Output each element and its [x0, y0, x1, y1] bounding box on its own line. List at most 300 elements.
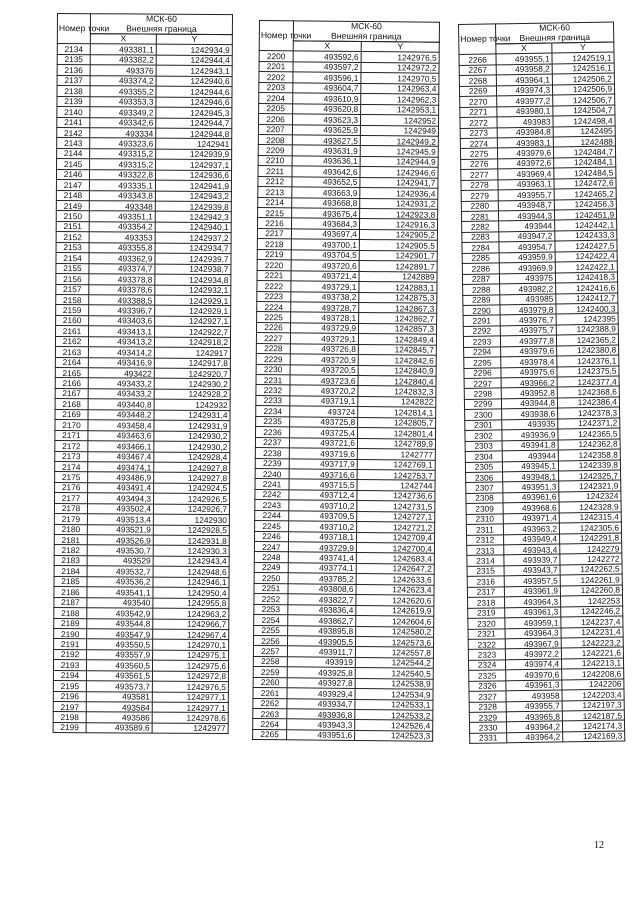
point-number-cell: 2308: [466, 493, 503, 504]
point-number-cell: 2316: [467, 576, 504, 587]
table-row: [53, 722, 228, 734]
point-number-cell: 2268: [459, 75, 496, 86]
y-coordinate-cell: 1242291,8: [560, 533, 622, 544]
y-coordinate-cell: 1242700,4: [356, 542, 434, 553]
y-coordinate-cell: 1242506,2: [552, 73, 614, 84]
x-coordinate-cell: 493943,7: [504, 565, 560, 576]
y-coordinate-cell: 1242305,6: [559, 522, 621, 533]
y-coordinate-cell: 1242253: [560, 595, 622, 606]
y-coordinate-cell: 1242246,2: [561, 606, 623, 617]
x-coordinate-cell: 493353,3: [90, 96, 156, 107]
y-coordinate-cell: 1242279: [560, 543, 622, 554]
x-coordinate-cell: 493726,8: [290, 344, 358, 355]
point-number-cell: 2300: [465, 409, 502, 420]
point-number-cell: 2246: [254, 531, 288, 542]
x-coordinate-cell: 493631,9: [292, 145, 360, 156]
point-number-cell: 2171: [55, 430, 88, 441]
y-coordinate-cell: 1242805,7: [358, 417, 436, 428]
point-number-cell: 2250: [254, 573, 288, 584]
x-coordinate-cell: 493974,3: [496, 85, 552, 96]
point-number-cell: 2197: [53, 701, 86, 712]
x-coordinate-cell: 493979,8: [500, 304, 556, 315]
y-coordinate-cell: 1242328,9: [559, 501, 621, 512]
y-coordinate-cell: 1242534,9: [355, 689, 433, 700]
y-coordinate-cell: 1242941: [156, 138, 232, 149]
x-coordinate-cell: 493971,4: [503, 513, 559, 524]
y-coordinate-cell: 1242519,1: [552, 52, 614, 63]
point-number-cell: 2226: [256, 322, 290, 333]
y-coordinate-cell: 1242260,8: [560, 585, 622, 596]
table-row: [470, 731, 625, 744]
y-coordinate-cell: 1242418,3: [555, 272, 617, 283]
x-coordinate-cell: 493642,6: [292, 166, 360, 177]
x-coordinate-cell: 493951,6: [287, 730, 355, 741]
x-coordinate-cell: 493466,1: [88, 441, 154, 452]
x-coordinate-cell: 493376: [90, 65, 156, 76]
x-coordinate-cell: 493604,7: [293, 83, 361, 94]
point-number-cell: 2284: [462, 242, 499, 253]
x-coordinate-cell: 493984,8: [497, 127, 553, 138]
point-number-cell: 2245: [255, 521, 289, 532]
point-number-cell: 2238: [255, 448, 289, 459]
x-coordinate-cell: 493955,1: [496, 53, 552, 64]
point-number-cell: 2243: [255, 500, 289, 511]
x-coordinate-cell: 493627,5: [292, 135, 360, 146]
y-coordinate-cell: 1242950,4: [153, 587, 229, 598]
x-coordinate-cell: 493322,8: [89, 169, 155, 180]
y-coordinate-cell: 1242388,9: [556, 324, 618, 335]
y-coordinate-cell: 1242324: [559, 491, 621, 502]
y-coordinate-cell: 1242769,1: [357, 459, 435, 470]
y-coordinate-cell: 1242849,4: [358, 334, 436, 345]
y-coordinate-cell: 1242840,4: [358, 375, 436, 386]
y-coordinate-cell: 1242261,9: [560, 574, 622, 585]
y-coordinate-cell: 1242929,1: [155, 295, 231, 306]
x-coordinate-cell: 493936,9: [502, 429, 558, 440]
x-coordinate-cell: 493967,9: [505, 638, 561, 649]
x-coordinate-cell: 493718,1: [288, 531, 356, 542]
x-coordinate-cell: 493961,3: [505, 607, 561, 618]
x-coordinate-cell: 493977,2: [497, 95, 553, 106]
x-coordinate-cell: 493349,2: [90, 107, 156, 118]
point-number-cell: 2283: [462, 232, 499, 243]
x-coordinate-cell: 493965,8: [506, 711, 562, 722]
x-coordinate-cell: 493970,6: [506, 669, 562, 680]
point-number-cell: 2262: [253, 698, 287, 709]
y-coordinate-cell: 1242918,2: [154, 337, 230, 348]
y-coordinate-cell: 1242523,3: [355, 730, 433, 741]
point-number-cell: 2180: [54, 524, 87, 535]
y-coordinate-cell: 1242917,8: [154, 358, 230, 369]
x-coordinate-cell: 493919: [287, 657, 355, 668]
y-coordinate-cell: 1242516,1: [552, 63, 614, 74]
y-coordinate-cell: 1242315,4: [559, 512, 621, 523]
x-coordinate-cell: 493684,3: [291, 218, 359, 229]
y-coordinate-cell: 1242203,4: [562, 689, 624, 700]
y-coordinate-cell: 1242953,1: [361, 104, 439, 115]
x-coordinate-cell: 493596,1: [293, 72, 361, 83]
x-coordinate-cell: 493943,4: [504, 544, 560, 555]
x-coordinate-cell: 493494,3: [88, 493, 154, 504]
x-coordinate-cell: 493721,6: [289, 437, 357, 448]
point-number-cell: 2259: [253, 667, 287, 678]
point-number-cell: 2181: [54, 534, 87, 545]
y-coordinate-cell: 1242721,2: [357, 522, 435, 533]
x-coordinate-cell: 493728,7: [291, 302, 359, 313]
point-number-cell: 2319: [468, 607, 505, 618]
header-point-number: Номер точки: [459, 24, 496, 55]
y-coordinate-cell: 1242978,6: [152, 713, 228, 724]
x-coordinate-cell: 493709,5: [289, 510, 357, 521]
y-coordinate-cell: 1242934,7: [155, 243, 231, 254]
x-coordinate-cell: 493938,6: [502, 408, 558, 419]
point-number-cell: 2320: [468, 618, 505, 629]
y-coordinate-cell: 1242929,1: [155, 305, 231, 316]
x-coordinate-cell: 493573,7: [86, 681, 152, 692]
y-coordinate-cell: 1242736,6: [357, 490, 435, 501]
point-number-cell: 2277: [461, 169, 498, 180]
page-number: 12: [594, 840, 604, 851]
header-x: X: [293, 41, 361, 52]
x-coordinate-cell: 493668,8: [292, 197, 360, 208]
point-number-cell: 2257: [253, 646, 287, 657]
y-coordinate-cell: 1242647,2: [356, 563, 434, 574]
y-coordinate-cell: 1242174,3: [562, 720, 624, 731]
y-coordinate-cell: 1242931,2: [360, 198, 438, 209]
point-number-cell: 2273: [460, 127, 497, 138]
point-number-cell: 2307: [466, 482, 503, 493]
y-coordinate-cell: 1242927,8: [154, 462, 230, 473]
y-coordinate-cell: 1242937,2: [155, 232, 231, 243]
point-number-cell: 2200: [259, 51, 293, 62]
point-number-cell: 2213: [258, 187, 292, 198]
point-number-cell: 2135: [57, 54, 90, 65]
x-coordinate-cell: 493540: [87, 597, 153, 608]
y-coordinate-cell: 1242949: [360, 125, 438, 136]
x-coordinate-cell: 493715,5: [289, 479, 357, 490]
x-coordinate-cell: 493979,6: [497, 147, 553, 158]
point-number-cell: 2159: [56, 305, 89, 316]
x-coordinate-cell: 493927,8: [287, 677, 355, 688]
x-coordinate-cell: 493530,7: [87, 545, 153, 556]
point-number-cell: 2152: [56, 232, 89, 243]
x-coordinate-cell: 493388,5: [89, 295, 155, 306]
x-coordinate-cell: 493448,2: [88, 409, 154, 420]
x-coordinate-cell: 493976,7: [500, 314, 556, 325]
x-coordinate-cell: 493355,2: [90, 86, 156, 97]
y-coordinate-cell: 1242920,7: [154, 368, 230, 379]
y-coordinate-cell: 1242465,2: [554, 188, 616, 199]
x-coordinate-cell: 493958: [506, 690, 562, 701]
point-number-cell: 2194: [53, 670, 86, 681]
y-coordinate-cell: 1242386,4: [557, 397, 619, 408]
y-coordinate-cell: 1242917: [154, 347, 230, 358]
point-number-cell: 2282: [462, 221, 499, 232]
point-number-cell: 2195: [53, 681, 86, 692]
x-coordinate-cell: 493741,4: [288, 552, 356, 563]
x-coordinate-cell: 493964,1: [496, 74, 552, 85]
x-coordinate-cell: 493948,1: [503, 471, 559, 482]
point-number-cell: 2323: [468, 649, 505, 660]
x-coordinate-cell: 493977,8: [500, 335, 556, 346]
y-coordinate-cell: 1242934,9: [156, 45, 232, 56]
point-number-cell: 2184: [54, 566, 87, 577]
point-number-cell: 2134: [57, 44, 90, 55]
y-coordinate-cell: 1242948,6: [153, 566, 229, 577]
point-number-cell: 2265: [253, 729, 287, 740]
x-coordinate-cell: 493467,4: [88, 451, 154, 462]
y-coordinate-cell: 1242237,4: [561, 616, 623, 627]
y-coordinate-cell: 1242952: [360, 115, 438, 126]
point-number-cell: 2163: [55, 347, 88, 358]
point-number-cell: 2210: [258, 155, 292, 166]
point-number-cell: 2162: [55, 336, 88, 347]
y-coordinate-cell: 1242940,6: [156, 76, 232, 87]
point-number-cell: 2169: [55, 409, 88, 420]
x-coordinate-cell: 493623,3: [293, 114, 361, 125]
point-number-cell: 2318: [468, 597, 505, 608]
point-number-cell: 2288: [463, 284, 500, 295]
point-number-cell: 2170: [55, 420, 88, 431]
point-number-cell: 2302: [465, 430, 502, 441]
coordinates-table-2: [252, 20, 440, 742]
table-body: [253, 51, 440, 742]
point-number-cell: 2221: [257, 270, 291, 281]
x-coordinate-cell: 493963,1: [498, 179, 554, 190]
y-coordinate-cell: 1242422,1: [555, 261, 617, 272]
x-coordinate-cell: 493723,6: [290, 375, 358, 386]
point-number-cell: 2272: [460, 117, 497, 128]
point-number-cell: 2203: [259, 82, 293, 93]
y-coordinate-cell: 1242801,4: [357, 428, 435, 439]
y-coordinate-cell: 1242842,6: [358, 355, 436, 366]
point-number-cell: 2310: [466, 514, 503, 525]
x-coordinate-cell: 493513,4: [87, 514, 153, 525]
y-coordinate-cell: 1242380,8: [557, 345, 619, 356]
x-coordinate-cell: 493561,5: [86, 670, 152, 681]
x-coordinate-cell: 493947,2: [499, 231, 555, 242]
y-coordinate-cell: 1242939,7: [155, 253, 231, 264]
y-coordinate-cell: 1242972,2: [361, 62, 439, 73]
table-row: [253, 729, 433, 741]
x-coordinate-cell: 493620,8: [293, 103, 361, 114]
point-number-cell: 2286: [462, 263, 499, 274]
y-coordinate-cell: 1242619,9: [356, 605, 434, 616]
y-coordinate-cell: 1242832,3: [358, 386, 436, 397]
x-coordinate-cell: 493905,5: [287, 636, 355, 647]
y-coordinate-cell: 1242944,8: [156, 128, 232, 139]
y-coordinate-cell: 1242926,7: [153, 504, 229, 515]
point-number-cell: 2164: [55, 357, 88, 368]
x-coordinate-cell: 493717,9: [289, 458, 357, 469]
x-coordinate-cell: 493978,4: [501, 356, 557, 367]
point-number-cell: 2217: [257, 228, 291, 239]
y-coordinate-cell: 1242365,5: [558, 428, 620, 439]
x-coordinate-cell: 493957,5: [504, 575, 560, 586]
y-coordinate-cell: 1242946,6: [156, 97, 232, 108]
x-coordinate-cell: 493381,1: [90, 44, 156, 55]
y-coordinate-cell: 1242840,9: [358, 365, 436, 376]
x-coordinate-cell: 493541,1: [87, 587, 153, 598]
x-coordinate-cell: 493597,2: [293, 62, 361, 73]
x-coordinate-cell: 493422: [88, 368, 154, 379]
x-coordinate-cell: 493836,4: [288, 604, 356, 615]
y-coordinate-cell: 1242976,5: [152, 681, 228, 692]
x-coordinate-cell: 493729,9: [290, 323, 358, 334]
y-coordinate-cell: 1242777: [357, 449, 435, 460]
y-coordinate-cell: 1242540,5: [355, 668, 433, 679]
point-number-cell: 2299: [464, 399, 501, 410]
y-coordinate-cell: 1242526,4: [355, 720, 433, 731]
x-coordinate-cell: 493939,7: [504, 554, 560, 565]
y-coordinate-cell: 1242376,1: [557, 355, 619, 366]
x-coordinate-cell: 493974,4: [505, 659, 561, 670]
y-coordinate-cell: 1242442,1: [555, 219, 617, 230]
x-coordinate-cell: 493557,9: [87, 650, 153, 661]
x-coordinate-cell: 493544,8: [87, 618, 153, 629]
y-coordinate-cell: 1242936,4: [360, 188, 438, 199]
table-body: [53, 44, 232, 734]
y-coordinate-cell: 1242930,2: [154, 379, 230, 390]
point-number-cell: 2297: [464, 378, 501, 389]
point-number-cell: 2149: [56, 200, 89, 211]
point-number-cell: 2204: [259, 93, 293, 104]
x-coordinate-cell: 493822,7: [288, 594, 356, 605]
point-number-cell: 2232: [256, 385, 290, 396]
y-coordinate-cell: 1242970,1: [153, 639, 229, 650]
y-coordinate-cell: 1242883,1: [359, 282, 437, 293]
point-number-cell: 2185: [54, 576, 87, 587]
y-coordinate-cell: 1242472,6: [554, 178, 616, 189]
x-coordinate-cell: 493353: [89, 232, 155, 243]
y-coordinate-cell: 1242955,8: [153, 598, 229, 609]
x-coordinate-cell: 493895,8: [288, 625, 356, 636]
x-coordinate-cell: 493975,7: [500, 325, 556, 336]
x-coordinate-cell: 493720,5: [290, 364, 358, 375]
point-number-cell: 2218: [257, 239, 291, 250]
y-coordinate-cell: 1242930,2: [154, 441, 230, 452]
point-number-cell: 2209: [258, 145, 292, 156]
x-coordinate-cell: 493351,1: [89, 211, 155, 222]
point-number-cell: 2255: [254, 625, 288, 636]
y-coordinate-cell: 1242943,2: [155, 191, 231, 202]
header-y: Y: [156, 34, 232, 45]
header-coordinate-system: МСК-60 Внешняя граница: [293, 21, 439, 42]
x-coordinate-cell: 493652,5: [292, 177, 360, 188]
point-number-cell: 2153: [56, 242, 89, 253]
point-number-cell: 2215: [258, 207, 292, 218]
point-number-cell: 2231: [256, 374, 290, 385]
y-coordinate-cell: 1242495: [553, 126, 615, 137]
x-coordinate-cell: 493550,5: [87, 639, 153, 650]
header-point-number: Номер точки: [259, 21, 293, 52]
point-number-cell: 2225: [257, 312, 291, 323]
x-coordinate-cell: 493728,1: [291, 312, 359, 323]
x-coordinate-cell: 493720,9: [290, 354, 358, 365]
x-coordinate-cell: 493963,2: [503, 523, 559, 534]
x-coordinate-cell: 493463,6: [88, 430, 154, 441]
point-number-cell: 2147: [56, 180, 89, 191]
y-coordinate-cell: 1242533,1: [355, 699, 433, 710]
point-number-cell: 2263: [253, 708, 287, 719]
y-coordinate-cell: 1242946,6: [360, 167, 438, 178]
y-coordinate-cell: 1242945,9: [360, 146, 438, 157]
y-coordinate-cell: 1242932: [154, 399, 230, 410]
x-coordinate-cell: 493954,7: [499, 241, 555, 252]
point-number-cell: 2144: [57, 148, 90, 159]
point-number-cell: 2141: [57, 117, 90, 128]
x-coordinate-cell: 493720,2: [290, 385, 358, 396]
point-number-cell: 2301: [465, 420, 502, 431]
x-coordinate-cell: 493951,3: [503, 481, 559, 492]
point-number-cell: 2139: [57, 96, 90, 107]
point-number-cell: 2236: [255, 427, 289, 438]
point-number-cell: 2247: [254, 541, 288, 552]
point-number-cell: 2142: [57, 127, 90, 138]
point-number-cell: 2216: [257, 218, 291, 229]
x-coordinate-cell: 493323,6: [90, 138, 156, 149]
y-coordinate-cell: 1242451,9: [554, 209, 616, 220]
x-coordinate-cell: 493982,2: [500, 283, 556, 294]
x-coordinate-cell: 493721,4: [291, 270, 359, 281]
y-coordinate-cell: 1242400,3: [556, 303, 618, 314]
y-coordinate-cell: 1242930,3: [153, 546, 229, 557]
x-coordinate-cell: 493862,7: [288, 615, 356, 626]
point-number-cell: 2234: [256, 406, 290, 417]
point-number-cell: 2315: [467, 566, 504, 577]
point-number-cell: 2183: [54, 555, 87, 566]
x-coordinate-cell: 493697,4: [291, 229, 359, 240]
point-number-cell: 2295: [464, 357, 501, 368]
y-coordinate-cell: 1242941,7: [360, 177, 438, 188]
y-coordinate-cell: 1242231,4: [561, 626, 623, 637]
point-number-cell: 2311: [466, 524, 503, 535]
point-number-cell: 2276: [461, 159, 498, 170]
point-number-cell: 2309: [466, 503, 503, 514]
y-coordinate-cell: 1242187,5: [562, 710, 624, 721]
point-number-cell: 2251: [254, 583, 288, 594]
point-number-cell: 2178: [54, 503, 87, 514]
point-number-cell: 2151: [56, 221, 89, 232]
point-number-cell: 2252: [254, 594, 288, 605]
x-coordinate-cell: 493944,3: [498, 210, 554, 221]
point-number-cell: 2207: [258, 124, 292, 135]
x-coordinate-cell: 493374,2: [90, 75, 156, 86]
point-number-cell: 2322: [468, 639, 505, 650]
y-coordinate-cell: 1242573,6: [355, 636, 433, 647]
y-coordinate-cell: 1242972,8: [152, 671, 228, 682]
point-number-cell: 2248: [254, 552, 288, 563]
point-number-cell: 2312: [467, 534, 504, 545]
header-x: X: [90, 34, 156, 45]
x-coordinate-cell: 493985: [500, 293, 556, 304]
y-coordinate-cell: 1242504,7: [553, 105, 615, 116]
point-number-cell: 2214: [258, 197, 292, 208]
y-coordinate-cell: 1242213,1: [561, 658, 623, 669]
x-coordinate-cell: 493704,5: [291, 250, 359, 261]
point-number-cell: 2201: [259, 61, 293, 72]
x-coordinate-cell: 493955,7: [506, 701, 562, 712]
point-number-cell: 2205: [259, 103, 293, 114]
y-coordinate-cell: 1242867,3: [359, 302, 437, 313]
x-coordinate-cell: 493610,9: [293, 93, 361, 104]
x-coordinate-cell: 493355,8: [89, 242, 155, 253]
point-number-cell: 2292: [463, 326, 500, 337]
point-number-cell: 2260: [253, 677, 287, 688]
point-number-cell: 2156: [56, 274, 89, 285]
x-coordinate-cell: 493969,4: [498, 168, 554, 179]
point-number-cell: 2177: [55, 493, 88, 504]
